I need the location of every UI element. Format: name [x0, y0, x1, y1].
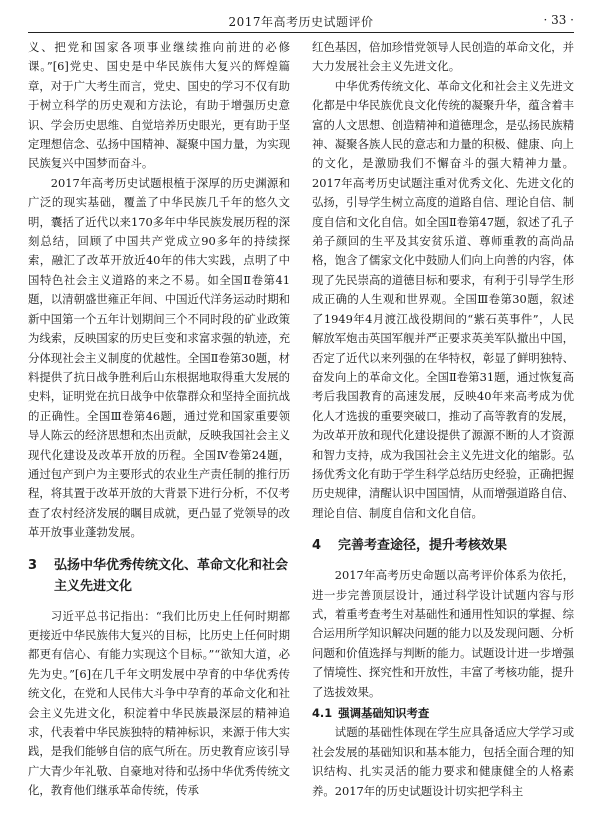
subsection-heading — [312, 704, 574, 723]
paragraph: 2017年高考历史命题以高考评价体系为依托，进一步完善顶层设计，通过科学设计试题内容与形式，着重考查考生对基础性和通用性知识的掌握、综合运用所学知识解决问题的能力以及发现问题、分析问题和价值选择与判断的能力。试题设计进一步增强了情境性、探究性和开放性，丰富了考核功能，提升了选拔效果。 — [312, 568, 574, 699]
paragraph: 习近平总书记指出：“我们比历史上任何时期都更接近中华民族伟大复兴的目标，比历史上任何时期都更有信心、有能力实现这个目标。”“欲知大道，必先为史。”[6]在几千年文明发展中孕育的中华优秀传统文化，在党和人民伟大斗争中孕育的革命文化和社会主义先进文化，积淀着中华民族最深层的精神追求，代表着中华民族独特的精神标识，来源于伟大实践，是我们能够自信的底气所在。历史教育应该引导广大青少年礼敬、自豪地对待和弘扬中华优秀传统文化，教育他们继承革命传统，传承 — [28, 608, 290, 798]
section-number: 3 — [28, 557, 38, 573]
subsection-title: 强调基础知识考查 — [338, 706, 430, 720]
running-title: 2017年高考历史试题评价 — [228, 15, 374, 29]
paragraph: 试题的基础性体现在学生应具备适应大学学习或社会发展的基础知识和基本能力，包括全面合理的知识结构、扎实灵活的能力要求和健康健全的人格素养。2017年的历史试题设计切实把学科主 — [312, 725, 574, 798]
paragraph: 义、把党和国家各项事业继续推向前进的必修课。”[6]党史、国史是中华民族伟大复兴的辉煌篇章，对于广大考生而言，党史、国史的学习不仅有助于树立科学的历史观和方法论，有助于增强历史意识、学会历史思维、自觉培养历史眼光，更有助于坚定理想信念、弘扬中国精神、凝聚中国力量，为实现民族复兴中国梦而奋斗。 — [28, 40, 290, 171]
left-column — [28, 38, 290, 818]
page-number: · 33 · — [543, 13, 574, 27]
section-heading — [312, 535, 574, 556]
section-title: 弘扬中华优秀传统文化、革命文化和社会主义先进文化 — [54, 557, 289, 594]
paragraph: 红色基因，倍加珍惜党领导人民创造的革命文化，并大力发展社会主义先进文化。 — [312, 40, 574, 74]
subsection-number: 4.1 — [312, 706, 333, 720]
paragraph: 2017年高考历史试题根植于深厚的历史渊源和广泛的现实基础，覆盖了中华民族几千年的悠久文明，囊括了近代以来170多年中华民族发展历程的深刻总结，回顾了中国共产党成立90多年的持续探索，融汇了改革开放近40年的伟大实践，点明了中国特色社会主义道路的来之不易。如全国Ⅱ卷第41题，以清朝盛世雍正年间、中国近代洋务运动时期和新中国第一个五年计划期间三个不同时段的矿业政策为线索，反映国家的历史巨变和求富求强的轨迹，充分体现社会主义制度的优越性。全国Ⅱ卷第30题，材料提供了抗日战争胜利后山东根据地取得重大发展的史料，证明党在抗日战争中依靠群众和坚持全面抗战的正确性。全国Ⅲ卷第46题，通过党和国家重要领导人陈云的经济思想和杰出贡献，反映我国社会主义现代化建设及改革开放的历程。全国Ⅳ卷第24题，通过包产到户为主要形式的农业生产责任制的推行历程，将其置于改革开放的大背景下进行分析，不仅考查了农村经济发展的瞩目成就，更凸显了党领导的改革开放事业蓬勃发展。 — [28, 175, 290, 540]
right-column — [312, 38, 574, 818]
paragraph: 中华优秀传统文化、革命文化和社会主义先进文化都是中华民族优良文化传统的凝聚升华，蕴含着丰富的人文思想、创造精神和道德理念，是弘扬民族精神、凝聚各族人民的意志和力量的积极、健康、向上的文化，是激励我们不懈奋斗的强大精神力量。2017年高考历史试题注重对优秀文化、先进文化的弘扬，引导学生树立高度的道路自信、理论自信、制度自信和文化自信。如全国Ⅱ卷第47题，叙述了孔子弟子颜回的生平及其安贫乐道、尊师重教的高尚品格，饱含了儒家文化中鼓励人们向上向善的内容，体现了先民崇高的道德目标和要求，有利于引导学生形成正确的人生观和世界观。全国Ⅲ卷第30题，叙述了1949年4月渡江战役期间的“紫石英事件”，人民解放军炮击英国军舰并严正要求英美军队撤出中国，否定了近代以来列强的在华特权，彰显了鲜明独特、奋发向上的革命文化。全国Ⅱ卷第31题，通过恢复高考后我国教育的高速发展，反映40年来高考成为优化人才选拔的重要突破口，推动了高等教育的发展，为改革开放和现代化建设提供了源源不断的人才资源和智力支持，成为我国社会主义先进文化的缩影。弘扬优秀文化有助于学生科学总结历史经验，正确把握历史规律，清醒认识中国国情，从而增强道路自信、理论自信、制度自信和文化自信。 — [312, 78, 574, 520]
section-number: 4 — [312, 538, 322, 554]
running-header — [28, 10, 574, 33]
section-title: 完善考查途径，提升考核效果 — [338, 538, 508, 554]
section-heading — [28, 555, 290, 597]
